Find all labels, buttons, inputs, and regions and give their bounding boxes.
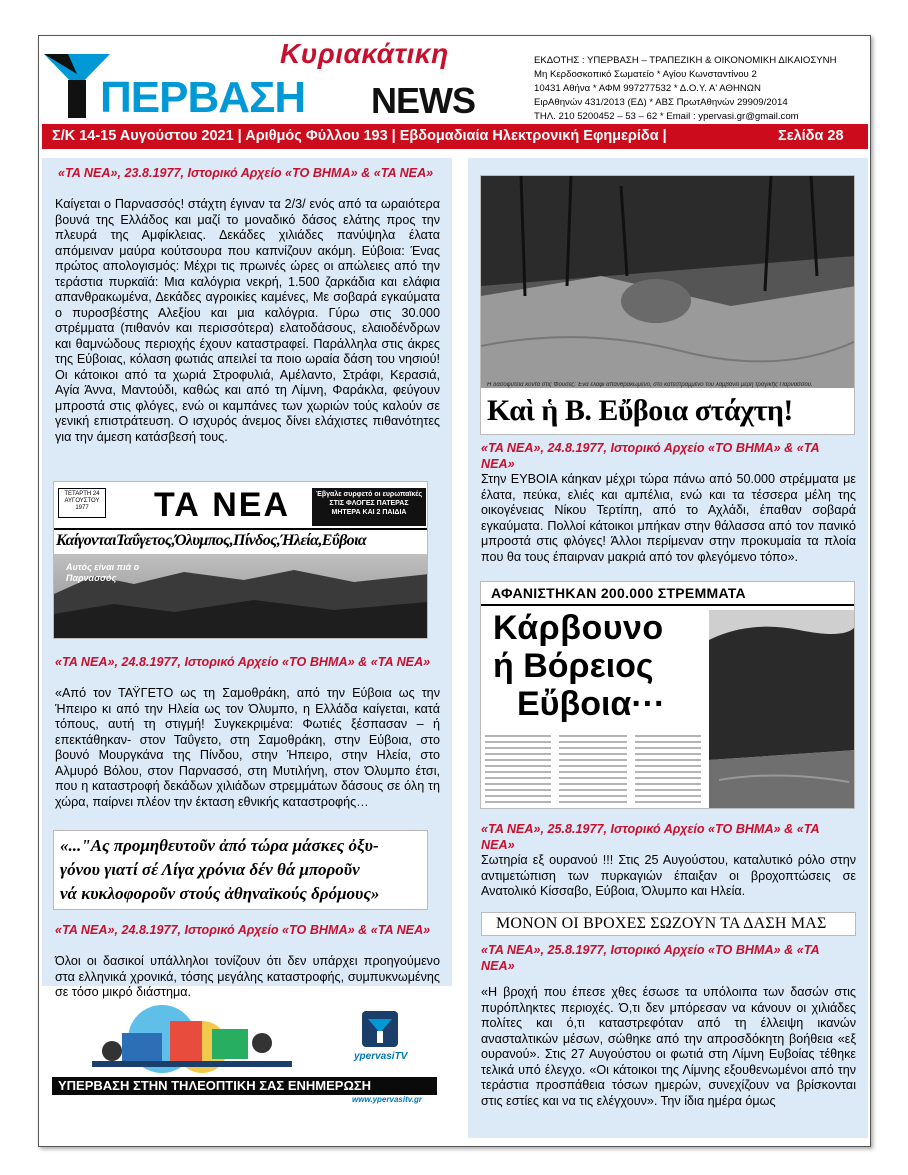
citation: «ΤΑ ΝΕΑ», 23.8.1977, Ιστορικό Αρχείο «ΤΟ ΒΗΜΑ» & «ΤΑ ΝΕΑ»: [58, 166, 434, 180]
ypervasi-tv-banner[interactable]: [52, 1003, 437, 1106]
article-text: «Από τον ΤΑΫΓΕΤΟ ως τη Σαμοθράκη, από την Εύβοια ως την Ήπειρο κι από την Ηλεία ως τον Όλυμπο, η Ελλάδα καίγεται, κατά τόπους, αυτή τη στιγμή! Συγκεκριμένα: Φωτιές ξέσπασαν – ή επεκτάθηκαν- στον Ταΰγετο, στη Σαμοθράκη, στην Εύβοια, στο βουνό Μουργκάνα της Πίνδου, στην Ήπειρο, στην Ηλεία, στο Αλμυρό Βόλου, στον Παρνασσό, στη Μυτιλήνη, στον Όλυμπο έτσι, που η καταστροφή δεκάδων χιλιάδων στρεμμάτων δάσους σε όλη τη χώρα, παίρνει πλέον την έκταση εθνικής καταστροφής…: [55, 686, 440, 809]
clip-masthead: ΤΑ ΝΕΑ: [154, 486, 291, 524]
burnt-forest-clipping: [480, 175, 855, 435]
clip-headline: ΚαίγονταιΤαΰγετος,Όλυμπος,Πίνδος,Ήλεία,Εΰβοια: [56, 532, 367, 549]
article-text: Στην ΕΥΒΟΙΑ κάηκαν μέχρι τώρα πάνω από 50.000 στρέμματα με έλατα, πεύκα, ελιές και αμπέλια, ενώ και τα τέσσερα μέλη της οικογένειας Νίκου Τερτίπη, από το Αχλάδι, έπαθαν σοβαρά εγκαύματα. Πολλοί κάτοικοι μπήκαν στην θάλασσα από τον πανικό μπροστά στις φλόγες! Άλλοι περίμεναν στην προκυμαία τα πλοία που θα τους έπαιρναν μακριά από τον φλεγόμενο τόπο».: [481, 472, 856, 564]
citation: «ΤΑ ΝΕΑ», 25.8.1977, Ιστορικό Αρχείο «ΤΟ ΒΗΜΑ» & «ΤΑ ΝΕΑ»: [481, 822, 820, 852]
article-text: Καίγεται ο Παρνασσός! στάχτη έγιναν τα 2/3/ ενός από τα ωραιότερα βουνά της Ελλάδος και μαζί το μοναδικό δάσος ελάτης προς την πλευρά της Αμφίκλειας. Δεκάδες χιλιάδες πανύψηλα έλατα απόμειναν μαύρα κούτσουρα που καπνίζουν ακόμη. Εύβοια: Ένας πρώτος απολογισμός: Μέχρι τις πρωινές ώρες οι απώλειες από την τεράστια πυρκαϊά: Μια καλόγρια νεκρή, 1.500 ζαρκάδια και ελάφια απανθρακωμένα, Δεκάδες αγροικίες καμένες, Με σοβαρά εγκαύματα ο πυροσβέστης Αλεξίου και μια καλόγρια. Γύρω στις 30.000 στρέμματα (πιθανόν και περισσότερα) ελατοδάσους, ελαιοδένδρων και θαμνώδους περιοχής έχουν καταστραφεί. Παράλληλα στις άκρες της Εύβοιας, κόλαση φωτιάς απειλεί τα ποιο ωραία δάση του νησιού! Οι κάτοικοι από τα χωριά Στροφυλιά, Αμέλαντο, Στράφι, Κερασιά, Αγία Άννα, Μαντούδι, καθώς και από τη Λίμνη, Φαράκλα, φεύγουν μπροστά στις φλόγες, ενώ οι καμπάνες των χωριών τούς καλούν σε γενική επιστράτευση. Ο ισχυρός άνεμος δίνει ελάχιστες πιθανότητες για την άμεση κατάσβεσή τους.: [55, 197, 440, 444]
dateline-bar: [42, 124, 868, 149]
clip-headline: Εὔβοια···: [517, 685, 666, 723]
clip-headline: ή Βόρειος: [493, 647, 654, 685]
logo-title: ΠΕΡΒΑΣΗ: [100, 73, 306, 122]
ta-nea-clipping: [53, 481, 428, 639]
publisher-line: Μη Κερδοσκοπικό Σωματείο * Αγίου Κωνσταντίνου 2: [534, 69, 757, 80]
citation: «ΤΑ ΝΕΑ», 24.8.1977, Ιστορικό Αρχείο «ΤΟ ΒΗΜΑ» & «ΤΑ ΝΕΑ»: [55, 923, 431, 937]
article-text: «Η βροχή που έπεσε χθες έσωσε τα υπόλοιπα των δασών στις πυρόπληκτες περιοχές. Ό,τι δεν μπόρεσαν να κάνουν οι χιλιάδες πολίτες και ό,τι καταστρεφόταν από τη έλλειψη ικανών ανασταλτικών μέσων, σώθηκε από την απροσδόκητη βοήθεια «εξ ουρανού». Στις 27 Αυγούστου οι φωτιά στη Λίμνη Ευβοίας τέθηκε τελικά υπό έλεγχο. «Οι κάτοικοι της Λίμνης εξουθενωμένοι από την τεράστια προσπάθεια τόσων ημερών, συνεχίζουν να βρίσκονται στις εστίες και να τις ελέγχουν». Την ίδια ημέρα όμως: [481, 985, 856, 1108]
burnt-forest-photo: [481, 176, 855, 388]
dateline-text: Σ/Κ 14-15 Αυγούστου 2021 | Αριθμός Φύλλου 193 | Εβδομαδιαία Ηλεκτρονική Εφημερίδα |: [52, 128, 667, 144]
clip-headline: Καὶ ἡ Β. Εὔβοια στάχτη!: [487, 394, 793, 427]
clip-headline: Κάρβουνο: [493, 609, 664, 647]
page-number: Σελίδα 28: [778, 128, 844, 144]
clip-headline: ΜΟΝΟΝ ΟΙ ΒΡΟΧΕΣ ΣΩΖΟΥΝ ΤΑ ΔΑΣΗ ΜΑΣ: [496, 915, 827, 932]
quote-line: γόνου γιατί σέ Λίγα χρόνια δέν θά μποροῦν: [60, 860, 360, 879]
karvouno-clipping: [480, 581, 855, 809]
newsprint-columns: [481, 730, 706, 809]
ypervasi-tv-logo-icon: [362, 1011, 398, 1047]
publisher-line: 10431 Αθήνα * ΑΦΜ 997277532 * Δ.Ο.Υ. Α' ΑΘΗΝΩΝ: [534, 83, 761, 94]
masthead: [42, 38, 868, 122]
publisher-line: ΕιρΑθηνών 431/2013 (ΕΔ) * ΑΒΣ ΠρωτΑθηνών 29909/2014: [534, 97, 788, 108]
citation: «ΤΑ ΝΕΑ», 24.8.1977, Ιστορικό Αρχείο «ΤΟ ΒΗΜΑ» & «ΤΑ ΝΕΑ»: [55, 655, 431, 669]
logo-subtitle: Κυριακάτικη: [280, 38, 449, 69]
publisher-line: ΤΗΛ. 210 5200452 – 53 – 62 * Email : ypervasi.gr@gmail.com: [534, 111, 799, 122]
tv-url[interactable]: www.ypervasitv.gr: [352, 1095, 422, 1104]
rain-headline-clipping: [481, 912, 856, 936]
quote-line: νά κυκλοφοροῦν στούς ἀθηναϊκούς δρόμους»: [60, 884, 380, 903]
photo-caption: Αυτός είναι πιά ο Παρνασσός: [66, 562, 140, 583]
tv-brand: ypervasiTV: [354, 1051, 408, 1062]
logo-news: NEWS: [371, 80, 475, 121]
clip-side-box: Έβγαλε συρφετό οι ευρωπαϊκές ΣΤΙΣ ΦΛΟΓΕΣ ΠΑΤΕΡΑΣ ΜΗΤΕΡΑ ΚΑΙ 2 ΠΑΙΔΙΑ: [312, 488, 426, 526]
date-box: ΤΕΤΑΡΤΗ 24 ΑΥΓΟΥΣΤΟΥ 1977: [58, 488, 106, 518]
publisher-info: [534, 54, 864, 124]
citation: «ΤΑ ΝΕΑ», 24.8.1977, Ιστορικό Αρχείο «ΤΟ ΒΗΜΑ» & «ΤΑ ΝΕΑ»: [481, 441, 820, 471]
divider: [54, 528, 428, 530]
article-text: Σωτηρία εξ ουρανού !!! Στις 25 Αυγούστου, καταλυτικό ρόλο στην αντιμετώπιση των πυρκαγιών έπαιξαν οι βροχοπτώσεις σε Ανατολικό Κίσσαβο, Εύβοια, Όλυμπο και Ηλεία.: [481, 853, 856, 898]
photo-caption: Η δασοφυτεία κοντά στις Φούσες: Ένα έλαφι απανθρακωμένο, στό κατεστραμμένο τοῦ λαμβάνει μέρη τραγικῆς Παρνασσοῦ.: [487, 382, 813, 388]
publisher-line: ΕΚΔΟΤΗΣ : ΥΠΕΡΒΑΣΗ – ΤΡΑΠΕΖΙΚΗ & ΟΙΚΟΝΟΜΙΚΗ ΔΙΚΑΙΟΣΥΝΗ: [534, 55, 837, 66]
tv-slogan: ΥΠΕΡΒΑΣΗ ΣΤΗΝ ΤΗΛΕΟΠΤΙΚΗ ΣΑΣ ΕΝΗΜΕΡΩΣΗ: [58, 1078, 372, 1093]
citation: «ΤΑ ΝΕΑ», 25.8.1977, Ιστορικό Αρχείο «ΤΟ ΒΗΜΑ» & «ΤΑ ΝΕΑ»: [481, 943, 820, 973]
article-text: Όλοι οι δασικοί υπάλληλοι τονίζουν ότι δεν υπάρχει προηγούμενο στα ελληνικά χρονικά, τόσης μεγάλης καταστροφής, συμπυκνωμένης σε τόσο μικρό διάστημα.: [55, 954, 440, 999]
coast-photo: [709, 610, 855, 809]
quote-clipping: [53, 830, 428, 910]
logo: [42, 38, 492, 122]
quote-line: «..."Ας προμηθευτοῦν ἀπό τώρα μάσκες ὀξυ-: [60, 836, 379, 855]
clip-banner: ΑΦΑΝΙΣΤΗΚΑΝ 200.000 ΣΤΡΕΜΜΑΤΑ: [481, 582, 855, 604]
